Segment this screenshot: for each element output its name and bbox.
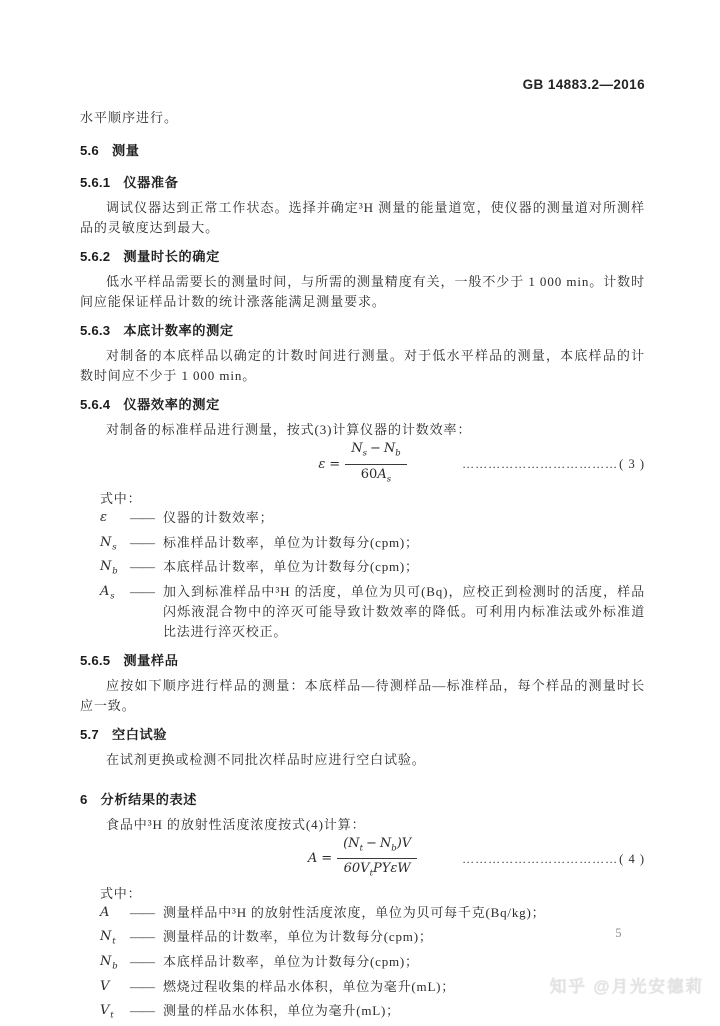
paragraph-5-6-5: 应按如下顺序进行样品的测量：本底样品—待测样品—标准样品，每个样品的测量时长应一致。 [80,677,645,713]
subscript: b [112,566,119,577]
where-label: 式中： [100,885,142,901]
var: N [100,929,113,945]
formula-3-expression [318,440,406,485]
definition-dash: —— [130,510,154,525]
section-title: 仪器效率的测定 [123,397,220,412]
definition-row [100,903,645,928]
dotted-leader: ……………………………… [462,457,619,471]
symbol [100,927,130,952]
definition-list-formula-4 [100,903,645,1026]
subscript: b [395,448,401,459]
section-number: 5.6.3 [80,323,111,338]
section-title: 分析结果的表述 [100,791,198,807]
section-heading-5-6-1 [80,174,645,191]
zhihu-watermark: 知乎 @月光安德莉 [549,978,704,996]
section-number: 5.6 [80,143,99,158]
definition-dash: —— [130,559,154,575]
definition-text: 测量样品的计数率，单位为计数每分(cpm)； [163,929,433,945]
section-title: 测量样品 [123,652,179,668]
equals-sign: = [329,456,341,472]
paragraph-6: 食品中³H 的放射性活度浓度按式(4)计算： [106,816,366,832]
symbol [100,1001,130,1026]
paragraph-5-6-2: 低水平样品需要长的测量时间，与所需的测量精度有关，一般不少于 1 000 min。计数时间应能保证样品计数的统计涨落能满足测量要求。 [80,274,645,309]
definition-dash: —— [130,978,154,994]
section-heading-5-6-3 [80,322,645,339]
section-title: 本底计数率的测定 [123,323,234,338]
definition-row [100,533,645,558]
subscript: t [112,936,117,947]
definition-dash: —— [130,904,154,920]
definition-text: 燃烧过程收集的样品水体积，单位为毫升(mL)； [163,978,456,994]
fraction [345,441,406,487]
subscript: b [112,961,119,972]
definition-list-formula-3 [100,508,645,642]
section-heading-5-6-5 [80,652,645,669]
section-heading-5-6-2 [80,248,645,265]
var: (N [343,835,360,851]
definition-text: 标准样品计数率，单位为计数每分(cpm)； [163,534,419,550]
symbol [100,508,130,533]
formula-4-lhs: A [307,851,318,867]
formula-3-leader [462,456,645,472]
formula-4-expression [307,835,417,880]
section-title: 测量时长的确定 [123,249,220,264]
paragraph-5-6-4: 对制备的标准样品进行测量，按式(3)计算仪器的计数效率： [106,422,472,437]
fraction-numerator [345,441,406,465]
minus-sign: − [365,835,377,851]
section-title: 空白试验 [111,726,168,742]
definition-text: 测量样品中³H 的放射性活度浓度，单位为贝可每千克(Bq/kg)； [163,904,546,920]
var: N [100,534,113,550]
var: N [100,953,113,969]
section-number: 5.7 [80,726,99,742]
definition-text: 仪器的计数效率； [163,510,274,525]
section-heading-5-6-4 [80,396,645,413]
formula-4 [80,835,645,880]
var: V [100,1003,111,1019]
subscript: t [359,843,363,854]
var: N [383,440,396,456]
minus-sign: − [369,440,381,456]
definition-dash: —— [130,534,154,550]
page-number: 5 [615,926,622,940]
var: )V [396,835,412,851]
definition-text: 测量的样品水体积，单位为毫升(mL)； [163,1003,400,1019]
fraction-denominator [345,465,406,488]
subscript: s [112,542,118,553]
var: A [100,904,111,920]
definition-row [100,508,645,533]
var: N [379,835,392,851]
section-number: 6 [80,791,88,807]
definition-text: 本底样品计数率，单位为计数每分(cpm)； [163,953,419,969]
fraction-denominator [337,859,417,882]
subscript: b [391,843,397,854]
var: A [100,583,111,599]
equals-sign: = [321,851,333,867]
symbol [100,582,130,642]
symbol [100,533,130,558]
definition-row [100,927,645,952]
definition-dash: —— [130,953,154,969]
paragraph-5-7: 在试剂更换或检测不同批次样品时应进行空白试验。 [106,751,426,767]
symbol [100,903,130,928]
section-number: 5.6.2 [80,249,111,264]
section-number: 5.6.1 [80,175,111,190]
symbol [100,977,130,1002]
where-label: 式中： [100,491,142,506]
subscript: s [110,591,116,602]
section-heading-6 [80,791,645,808]
section-title: 仪器准备 [123,175,179,190]
subscript: s [386,474,392,485]
definition-row [100,582,645,642]
definition-text: 本底样品计数率，单位为计数每分(cpm)； [163,559,419,575]
definition-text: 加入到标准样品中³H 的活度，单位为贝可(Bq)，应校正到检测时的活度，样品闪烁液混合物中的淬灭可能导致计数效率的降低。可利用内标准法或外标准道比法进行淬灭校正。 [163,583,645,639]
var: 60V [343,861,370,877]
subscript: t [369,868,373,879]
paragraph-5-6-1: 调试仪器达到正常工作状态。选择并确定³H 测量的能量道宽，使仪器的测量道对所测样品的灵敏度达到最大。 [80,200,645,235]
fraction-numerator [337,836,417,860]
standard-number-header: GB 14883.2—2016 [522,77,645,92]
definition-row [100,1001,645,1026]
definition-dash: —— [130,1003,154,1019]
section-heading-5-7 [80,726,645,743]
paragraph-5-6-3: 对制备的本底样品以确定的计数时间进行测量。对于低水平样品的测量，本底样品的计数时间应不少于 1 000 min。 [80,348,645,383]
continuation-text: 水平顺序进行。 [80,110,179,125]
fraction [337,836,417,882]
section-number: 5.6.5 [80,652,111,668]
var: A [377,466,387,482]
formula-number: ( 3 ) [619,457,645,471]
definition-row [100,557,645,582]
definition-dash: —— [130,929,154,945]
section-heading-5-6 [80,142,645,159]
var: N [100,559,113,575]
symbol [100,557,130,582]
formula-3-lhs: ε [318,456,326,472]
var: V [100,978,111,994]
var: ε [100,510,108,525]
formula-3 [80,440,645,485]
section-title: 测量 [111,143,140,158]
symbol [100,952,130,977]
subscript: s [362,448,367,459]
var: N [351,440,363,456]
var: PYεW [372,861,411,877]
formula-4-leader [462,851,645,867]
subscript: t [110,1010,115,1021]
formula-number: ( 4 ) [619,851,645,866]
coefficient: 60 [360,466,378,482]
definition-dash: —— [130,583,154,599]
section-number: 5.6.4 [80,397,111,412]
dotted-leader: ……………………………… [462,851,619,866]
